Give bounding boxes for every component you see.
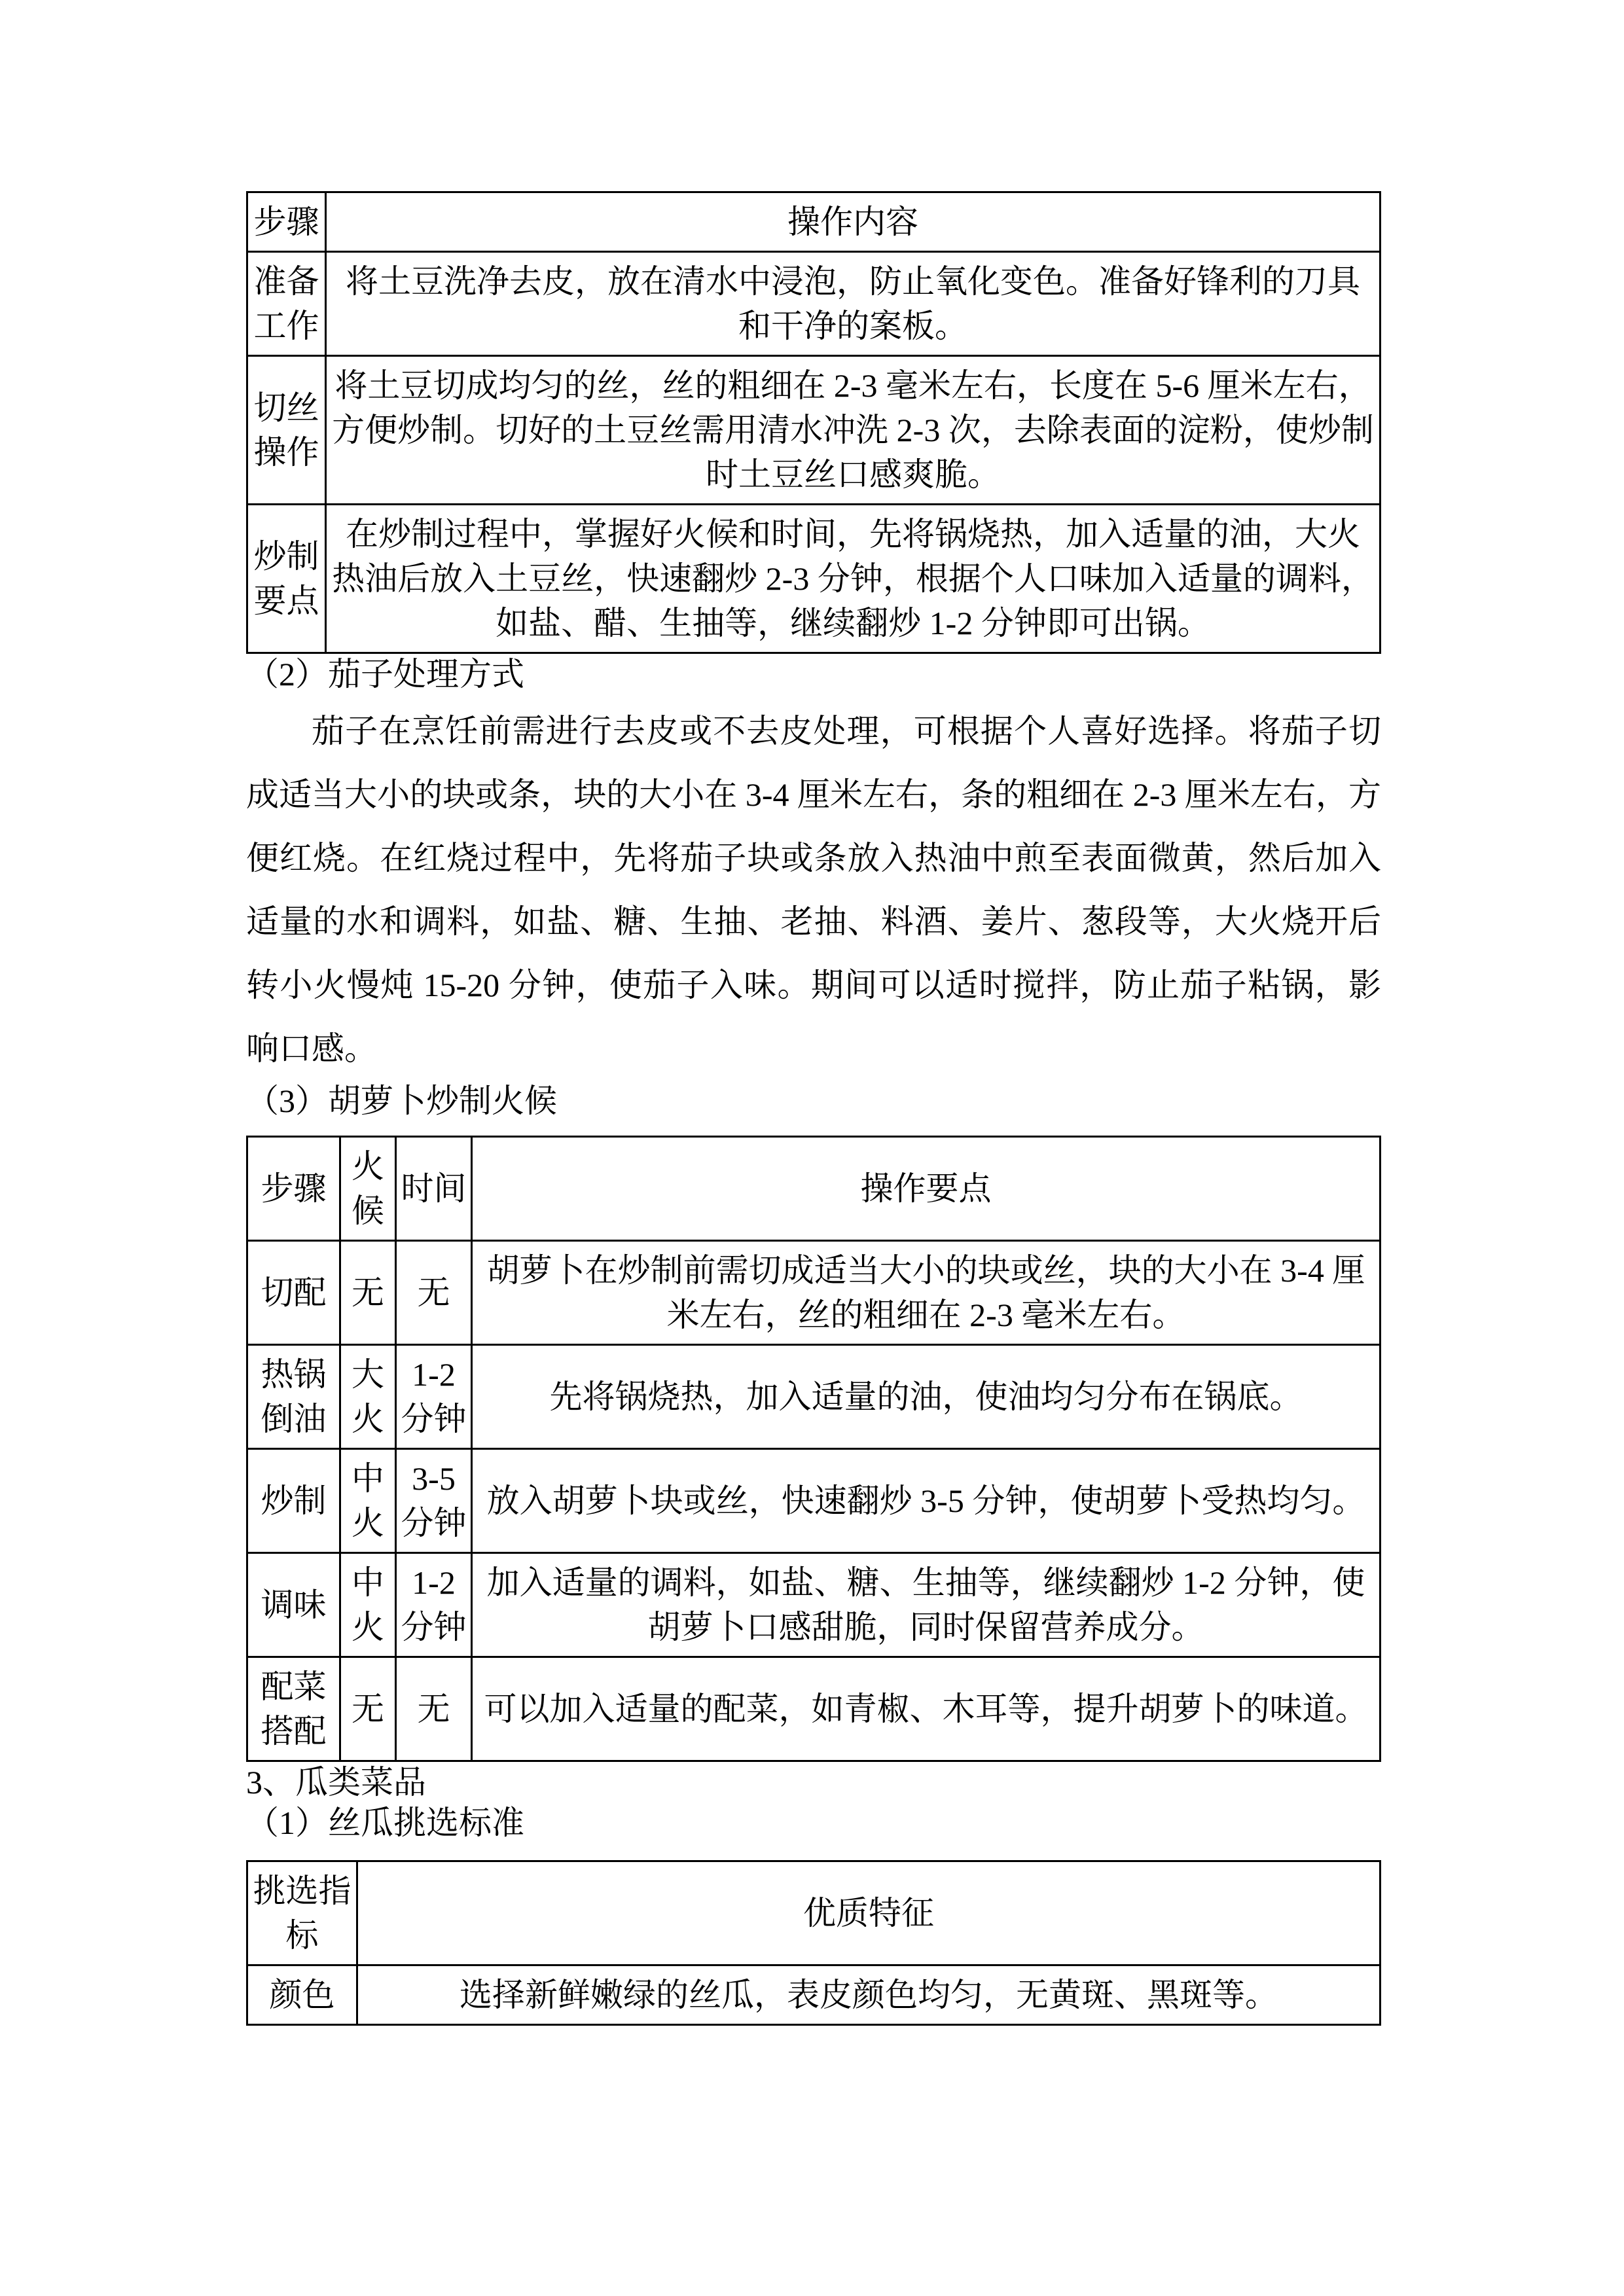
heading-carrot-heat: （3）胡萝卜炒制火候: [246, 1083, 557, 1119]
table-row: [247, 505, 1380, 653]
table-row: [247, 1241, 1380, 1345]
loofah-selection-table: [246, 1860, 1381, 2026]
table-header-row: [247, 1137, 1380, 1241]
cell-heat: 无: [340, 1657, 396, 1761]
cell-heat: 无: [340, 1241, 396, 1345]
cell-points: 胡萝卜在炒制前需切成适当大小的块或丝，块的大小在 3-4 厘米左右，丝的粗细在 2-3 毫米左右。: [472, 1241, 1380, 1345]
table-header-row: [247, 1861, 1380, 1965]
cell-content: 将土豆洗净去皮，放在清水中浸泡，防止氧化变色。准备好锋利的刀具和干净的案板。: [326, 252, 1380, 356]
table-row: [247, 1345, 1380, 1449]
cell-points: 放入胡萝卜块或丝，快速翻炒 3-5 分钟，使胡萝卜受热均匀。: [472, 1449, 1380, 1553]
header-cell-heat: 火候: [340, 1137, 396, 1241]
cell-indicator: 颜色: [247, 1965, 357, 2025]
cell-points: 加入适量的调料，如盐、糖、生抽等，继续翻炒 1-2 分钟，使胡萝卜口感甜脆，同时保留营养成分。: [472, 1553, 1380, 1657]
cell-step: 调味: [247, 1553, 340, 1657]
header-cell-step: 步骤: [247, 192, 326, 252]
header-cell-time: 时间: [396, 1137, 472, 1241]
cell-step: 炒制: [247, 1449, 340, 1553]
table-row: [247, 1657, 1380, 1761]
cell-time: 无: [396, 1657, 472, 1761]
table-row: [247, 1553, 1380, 1657]
cell-heat: 大火: [340, 1345, 396, 1449]
carrot-stirfry-table: [246, 1136, 1381, 1762]
heading-loofah-selection: （1）丝瓜挑选标准: [246, 1804, 524, 1841]
table-row: [247, 1449, 1380, 1553]
cell-points: 可以加入适量的配菜，如青椒、木耳等，提升胡萝卜的味道。: [472, 1657, 1380, 1761]
cell-time: 1-2 分钟: [396, 1553, 472, 1657]
cell-time: 3-5 分钟: [396, 1449, 472, 1553]
cell-step: 切丝操作: [247, 356, 326, 505]
cell-points: 先将锅烧热，加入适量的油，使油均匀分布在锅底。: [472, 1345, 1380, 1449]
paragraph-eggplant-processing: 茄子在烹饪前需进行去皮或不去皮处理，可根据个人喜好选择。将茄子切成适当大小的块或条，块的大小在 3-4 厘米左右，条的粗细在 2-3 厘米左右，方便红烧。在红烧过程中，先将茄子块或条放入热油中煎至表面微黄，然后加入适量的水和调料，如盐、糖、生抽、老抽、料酒、姜片、葱段等，大火烧开后转小火慢炖 15-20 分钟，使茄子入味。期间可以适时搅拌，防止茄子粘锅，影响口感。: [246, 713, 1381, 1067]
cell-content: 将土豆切成均匀的丝，丝的粗细在 2-3 毫米左右，长度在 5-6 厘米左右，方便炒制。切好的土豆丝需用清水冲洗 2-3 次，去除表面的淀粉，使炒制时土豆丝口感爽脆。: [326, 356, 1380, 505]
cell-time: 无: [396, 1241, 472, 1345]
cell-step: 准备工作: [247, 252, 326, 356]
cell-step: 配菜搭配: [247, 1657, 340, 1761]
header-cell-points: 操作要点: [472, 1137, 1380, 1241]
header-cell-content: 操作内容: [326, 192, 1380, 252]
cell-step: 热锅倒油: [247, 1345, 340, 1449]
heading-melon-category: 3、瓜类菜品: [246, 1764, 426, 1801]
table-row: [247, 356, 1380, 505]
table-row: [247, 252, 1380, 356]
potato-steps-table: [246, 191, 1381, 654]
table-header-row: [247, 192, 1380, 252]
cell-step: 炒制要点: [247, 505, 326, 653]
header-cell-feature: 优质特征: [357, 1861, 1380, 1965]
cell-heat: 中火: [340, 1553, 396, 1657]
cell-time: 1-2 分钟: [396, 1345, 472, 1449]
header-cell-indicator: 挑选指标: [247, 1861, 357, 1965]
heading-eggplant-processing: （2）茄子处理方式: [246, 656, 524, 692]
table-row: [247, 1965, 1380, 2025]
cell-content: 在炒制过程中，掌握好火候和时间，先将锅烧热，加入适量的油，大火热油后放入土豆丝，快速翻炒 2-3 分钟，根据个人口味加入适量的调料，如盐、醋、生抽等，继续翻炒 1-2 分钟即可出锅。: [326, 505, 1380, 653]
cell-heat: 中火: [340, 1449, 396, 1553]
cell-step: 切配: [247, 1241, 340, 1345]
header-cell-step: 步骤: [247, 1137, 340, 1241]
cell-feature: 选择新鲜嫩绿的丝瓜，表皮颜色均匀，无黄斑、黑斑等。: [357, 1965, 1380, 2025]
